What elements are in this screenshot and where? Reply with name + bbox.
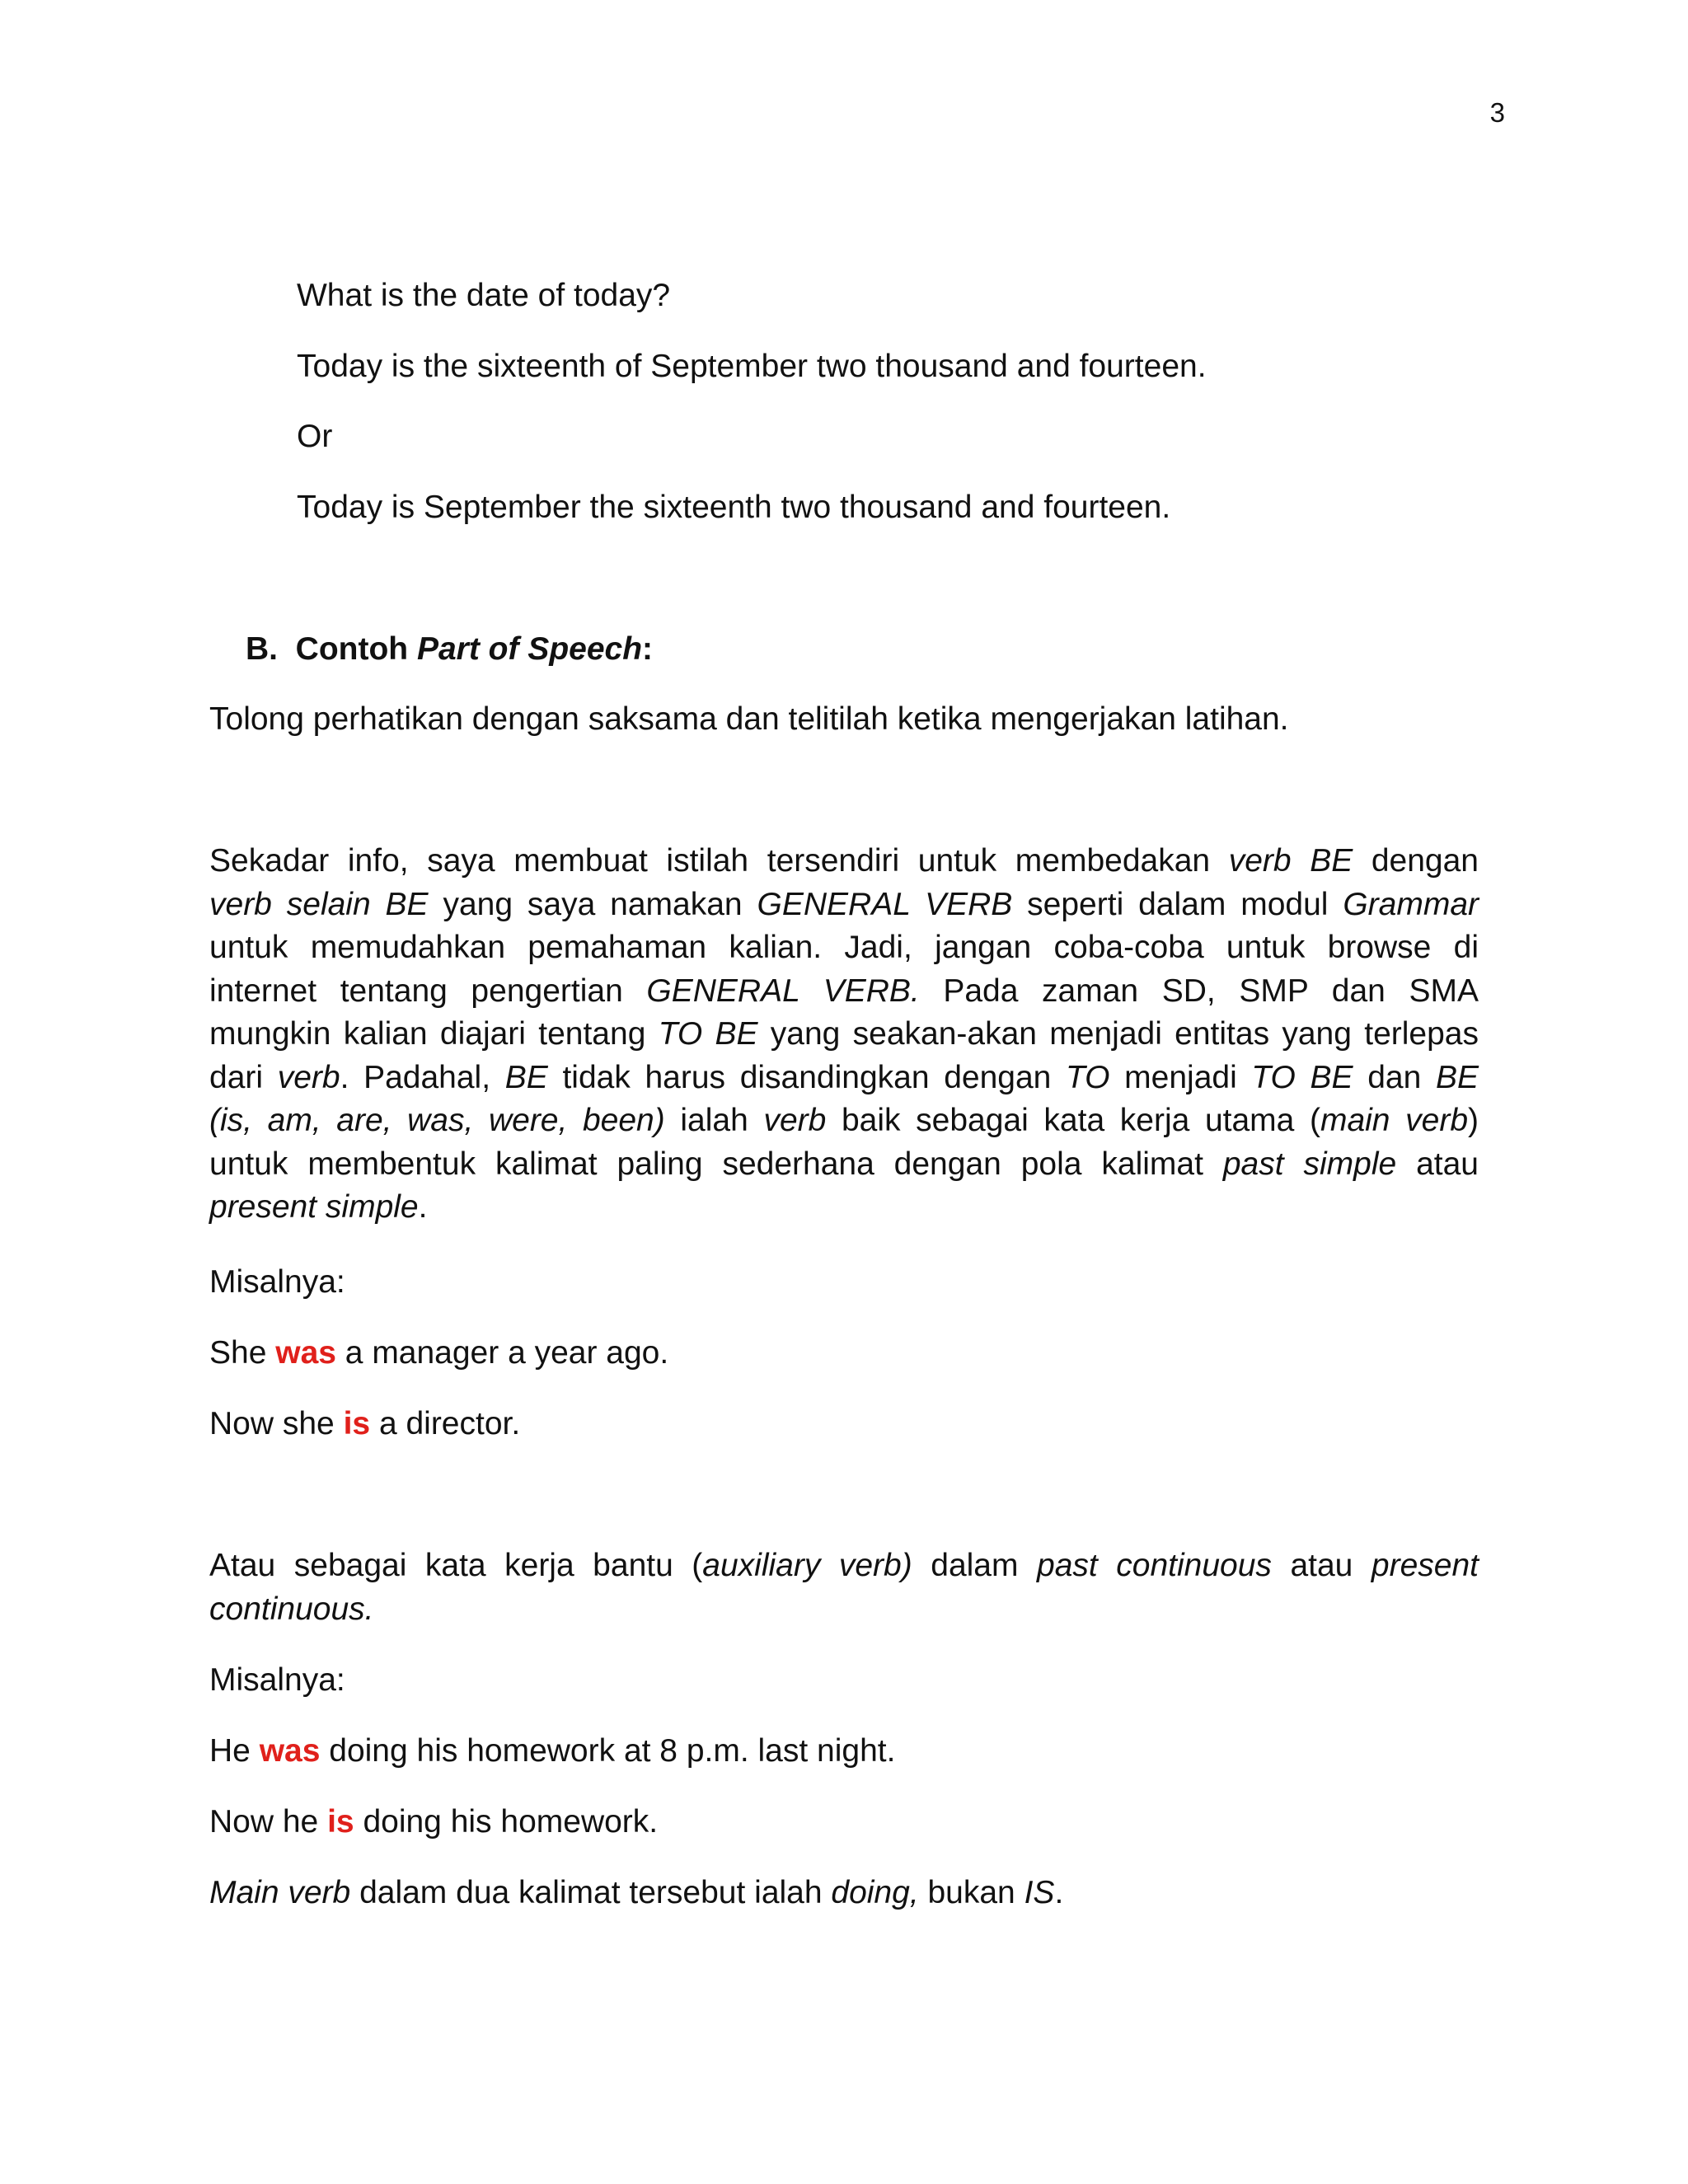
- paragraph-2-line-2: [209, 1588, 1479, 1632]
- highlight-verb: was: [275, 1335, 336, 1371]
- text-run: GENERAL VERB: [757, 886, 1013, 922]
- text-run: doing,: [831, 1875, 919, 1910]
- text-run: dengan: [1371, 843, 1479, 879]
- text-run: baik sebagai kata kerja utama (: [841, 1103, 1320, 1138]
- text-run: past simple: [1222, 1146, 1397, 1182]
- text-run: She: [209, 1335, 276, 1371]
- text-run: present simple: [209, 1189, 419, 1225]
- text-run: Pada zaman SD, SMP dan SMA: [943, 972, 1479, 1009]
- text-run: seperti dalam modul: [1027, 886, 1329, 922]
- paragraph-1-line-3: untuk memudahkan pemahaman kalian. Jadi, jangan coba-coba untuk browse di: [209, 930, 1479, 965]
- text-run: atau: [1416, 1146, 1479, 1182]
- paragraph-2-line-1: [209, 1544, 1479, 1588]
- page-number: 3: [1489, 97, 1505, 128]
- text-run: (is, am, are, was, were, been): [209, 1103, 665, 1138]
- text-run: a manager a year ago.: [335, 1335, 669, 1371]
- text-run: atau: [1290, 1548, 1353, 1583]
- example-1-sentence-2: [209, 1403, 520, 1446]
- text-run: Now she: [209, 1406, 344, 1441]
- text-run: untuk membentuk kalimat paling sederhana dengan pola kalimat: [209, 1146, 1203, 1182]
- highlight-verb: is: [327, 1804, 354, 1840]
- example-2-label: Misalnya:: [209, 1662, 345, 1698]
- text-run: ): [1468, 1103, 1479, 1138]
- text-run: auxiliary verb): [702, 1548, 912, 1583]
- section-b-title-plain: Contoh: [295, 631, 417, 667]
- example-2-sentence-1: [209, 1730, 895, 1773]
- paragraph-1-line-9: [209, 1186, 1479, 1230]
- text-run: TO: [1066, 1059, 1110, 1095]
- paragraph-1-line-4: [209, 970, 1479, 1014]
- text-run: yang seakan-akan menjadi entitas yang terlepas: [770, 1016, 1479, 1052]
- section-b-title-colon: :: [642, 631, 654, 667]
- text-run: bukan: [918, 1875, 1025, 1910]
- highlight-verb: was: [259, 1733, 321, 1769]
- text-run: TO BE: [1251, 1059, 1353, 1095]
- section-b-instruction: Tolong perhatikan dengan saksama dan telitilah ketika mengerjakan latihan.: [209, 701, 1289, 737]
- text-run: He: [209, 1733, 260, 1769]
- text-run: .: [1054, 1875, 1064, 1910]
- text-run: dalam dua kalimat tersebut ialah: [350, 1875, 832, 1910]
- text-run: a director.: [370, 1406, 521, 1441]
- text-run: Grammar: [1343, 886, 1479, 922]
- date-answer-1: Today is the sixteenth of September two thousand and fourteen.: [297, 349, 1207, 384]
- paragraph-1: [209, 840, 1479, 1230]
- text-run: internet tentang pengertian: [209, 972, 623, 1009]
- example-1-label: Misalnya:: [209, 1264, 345, 1300]
- paragraph-1-line-6: [209, 1057, 1479, 1100]
- section-b-title-italic: Part of Speech: [416, 631, 643, 667]
- text-run: BE: [504, 1059, 548, 1095]
- text-run: . Padahal,: [340, 1059, 491, 1095]
- text-run: main verb: [1320, 1103, 1469, 1138]
- text-run: BE: [1435, 1059, 1479, 1095]
- example-1-sentence-1: [209, 1332, 668, 1375]
- paragraph-1-line-5: [209, 1013, 1479, 1057]
- paragraph-1-line-7: [209, 1099, 1479, 1143]
- text-run: IS: [1024, 1875, 1055, 1910]
- date-answer-2: Today is September the sixteenth two thousand and fourteen.: [297, 490, 1171, 525]
- text-run: tidak harus disandingkan dengan: [562, 1059, 1052, 1095]
- date-question: What is the date of today?: [297, 278, 671, 313]
- text-run: GENERAL VERB.: [646, 972, 920, 1009]
- text-run: mungkin kalian diajari tentang: [209, 1016, 646, 1052]
- paragraph-1-line-1: [209, 840, 1479, 883]
- section-b-heading: [246, 628, 653, 671]
- text-run: yang saya namakan: [443, 886, 743, 922]
- text-run: TO BE: [658, 1016, 758, 1052]
- text-run: doing his homework.: [354, 1804, 659, 1840]
- text-run: .: [418, 1189, 428, 1225]
- text-run: present: [1371, 1548, 1479, 1583]
- text-run: dalam: [931, 1548, 1019, 1583]
- text-run: Atau sebagai kata kerja bantu (: [209, 1548, 703, 1583]
- text-run: Now he: [209, 1804, 328, 1840]
- paragraph-1-line-8: [209, 1143, 1479, 1187]
- text-run: dari: [209, 1059, 264, 1095]
- date-or: Or: [297, 419, 333, 454]
- paragraph-1-line-2: [209, 883, 1479, 927]
- paragraph-2: [209, 1544, 1479, 1631]
- text-run: doing his homework at 8 p.m. last night.: [320, 1733, 896, 1769]
- highlight-verb: is: [343, 1406, 371, 1441]
- conclusion: [209, 1872, 1063, 1915]
- text-run: dan: [1367, 1059, 1422, 1095]
- section-b-marker: B.: [246, 631, 278, 667]
- example-2-sentence-2: [209, 1801, 658, 1844]
- text-run: ialah: [680, 1103, 748, 1138]
- text-run: verb selain BE: [209, 886, 429, 922]
- text-run: verb: [277, 1059, 340, 1095]
- text-run: verb: [763, 1103, 827, 1138]
- text-run: Sekadar info, saya membuat istilah tersendiri untuk membedakan: [209, 843, 1211, 879]
- text-run: menjadi: [1124, 1059, 1237, 1095]
- text-run: continuous.: [209, 1591, 374, 1627]
- text-run: Main verb: [209, 1875, 351, 1910]
- text-run: verb BE: [1228, 843, 1353, 879]
- text-run: past continuous: [1037, 1548, 1272, 1583]
